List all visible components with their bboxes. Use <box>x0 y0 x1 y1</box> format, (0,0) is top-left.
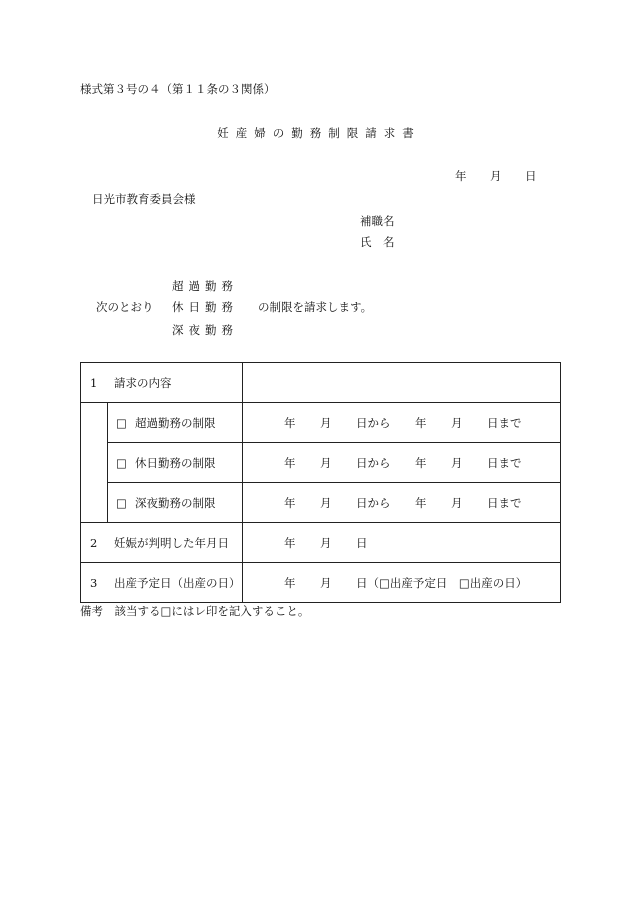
date-year-label: 年 <box>455 169 467 183</box>
table-row <box>81 563 561 603</box>
row2-label-cell <box>81 523 243 563</box>
from-month: 月 <box>320 455 332 470</box>
request-intro: 次のとおり <box>96 300 154 314</box>
post-label: 補職名 <box>360 214 395 228</box>
to-year: 年 <box>415 495 427 510</box>
from-month: 月 <box>320 415 332 430</box>
table-row <box>81 363 561 403</box>
to-day: 日まで <box>487 495 522 510</box>
request-table <box>80 362 561 603</box>
to-month: 月 <box>451 455 463 470</box>
holiday-period-cell[interactable] <box>243 443 561 483</box>
table-row <box>81 523 561 563</box>
name-label: 氏 名 <box>360 235 395 249</box>
from-year: 年 <box>284 415 296 430</box>
row1-label-cell <box>81 363 243 403</box>
holiday-limit-label: 休日勤務の制限 <box>135 455 216 470</box>
table-row <box>81 403 561 443</box>
night-limit-label: 深夜勤務の制限 <box>135 495 216 510</box>
option-overtime: 超過勤務 <box>172 279 238 293</box>
to-year: 年 <box>415 415 427 430</box>
table-row <box>81 443 561 483</box>
date-day-label: 日 <box>525 169 537 183</box>
night-period-cell[interactable] <box>243 483 561 523</box>
to-month: 月 <box>451 495 463 510</box>
row3-label-cell <box>81 563 243 603</box>
row2-date-cell[interactable] <box>243 523 561 563</box>
date-day-with-options: 日（□出産予定日 □出産の日） <box>356 575 528 590</box>
overtime-limit-label: 超過勤務の制限 <box>135 415 216 430</box>
option-night: 深夜勤務 <box>172 323 238 337</box>
from-day: 日から <box>356 455 391 470</box>
date-line <box>455 171 537 183</box>
remarks-note: 備考 該当する□にはレ印を記入すること。 <box>80 604 310 618</box>
row2-number: 2 <box>90 535 98 550</box>
to-day: 日まで <box>487 415 522 430</box>
from-year: 年 <box>284 495 296 510</box>
row2-label: 妊娠が判明した年月日 <box>114 535 229 550</box>
row3-date-cell[interactable] <box>243 563 561 603</box>
row3-number: 3 <box>90 575 98 590</box>
date-month: 月 <box>320 575 332 590</box>
overtime-period-cell[interactable] <box>243 403 561 443</box>
row1-label: 請求の内容 <box>114 375 172 390</box>
checkbox-night[interactable]: □ <box>116 495 127 510</box>
request-suffix: の制限を請求します。 <box>258 300 373 314</box>
document-title: 妊産婦の勤務制限請求書 <box>217 126 421 140</box>
row1-indent-cell <box>81 403 108 523</box>
to-month: 月 <box>451 415 463 430</box>
row1-number: 1 <box>90 375 98 390</box>
date-day: 日 <box>356 535 368 550</box>
holiday-label-cell[interactable] <box>108 443 243 483</box>
date-year: 年 <box>284 535 296 550</box>
from-day: 日から <box>356 415 391 430</box>
date-month: 月 <box>320 535 332 550</box>
to-day: 日まで <box>487 455 522 470</box>
to-year: 年 <box>415 455 427 470</box>
checkbox-holiday[interactable]: □ <box>116 455 127 470</box>
row3-label: 出産予定日（出産の日） <box>114 575 241 590</box>
date-month-label: 月 <box>490 169 502 183</box>
checkbox-overtime[interactable]: □ <box>116 415 127 430</box>
option-holiday: 休日勤務 <box>172 300 238 314</box>
night-label-cell[interactable] <box>108 483 243 523</box>
from-day: 日から <box>356 495 391 510</box>
form-number: 様式第３号の４（第１１条の３関係） <box>80 82 276 96</box>
from-year: 年 <box>284 455 296 470</box>
addressee: 日光市教育委員会様 <box>92 192 196 206</box>
date-year: 年 <box>284 575 296 590</box>
table-row <box>81 483 561 523</box>
from-month: 月 <box>320 495 332 510</box>
row1-value-cell[interactable] <box>243 363 561 403</box>
overtime-label-cell[interactable] <box>108 403 243 443</box>
